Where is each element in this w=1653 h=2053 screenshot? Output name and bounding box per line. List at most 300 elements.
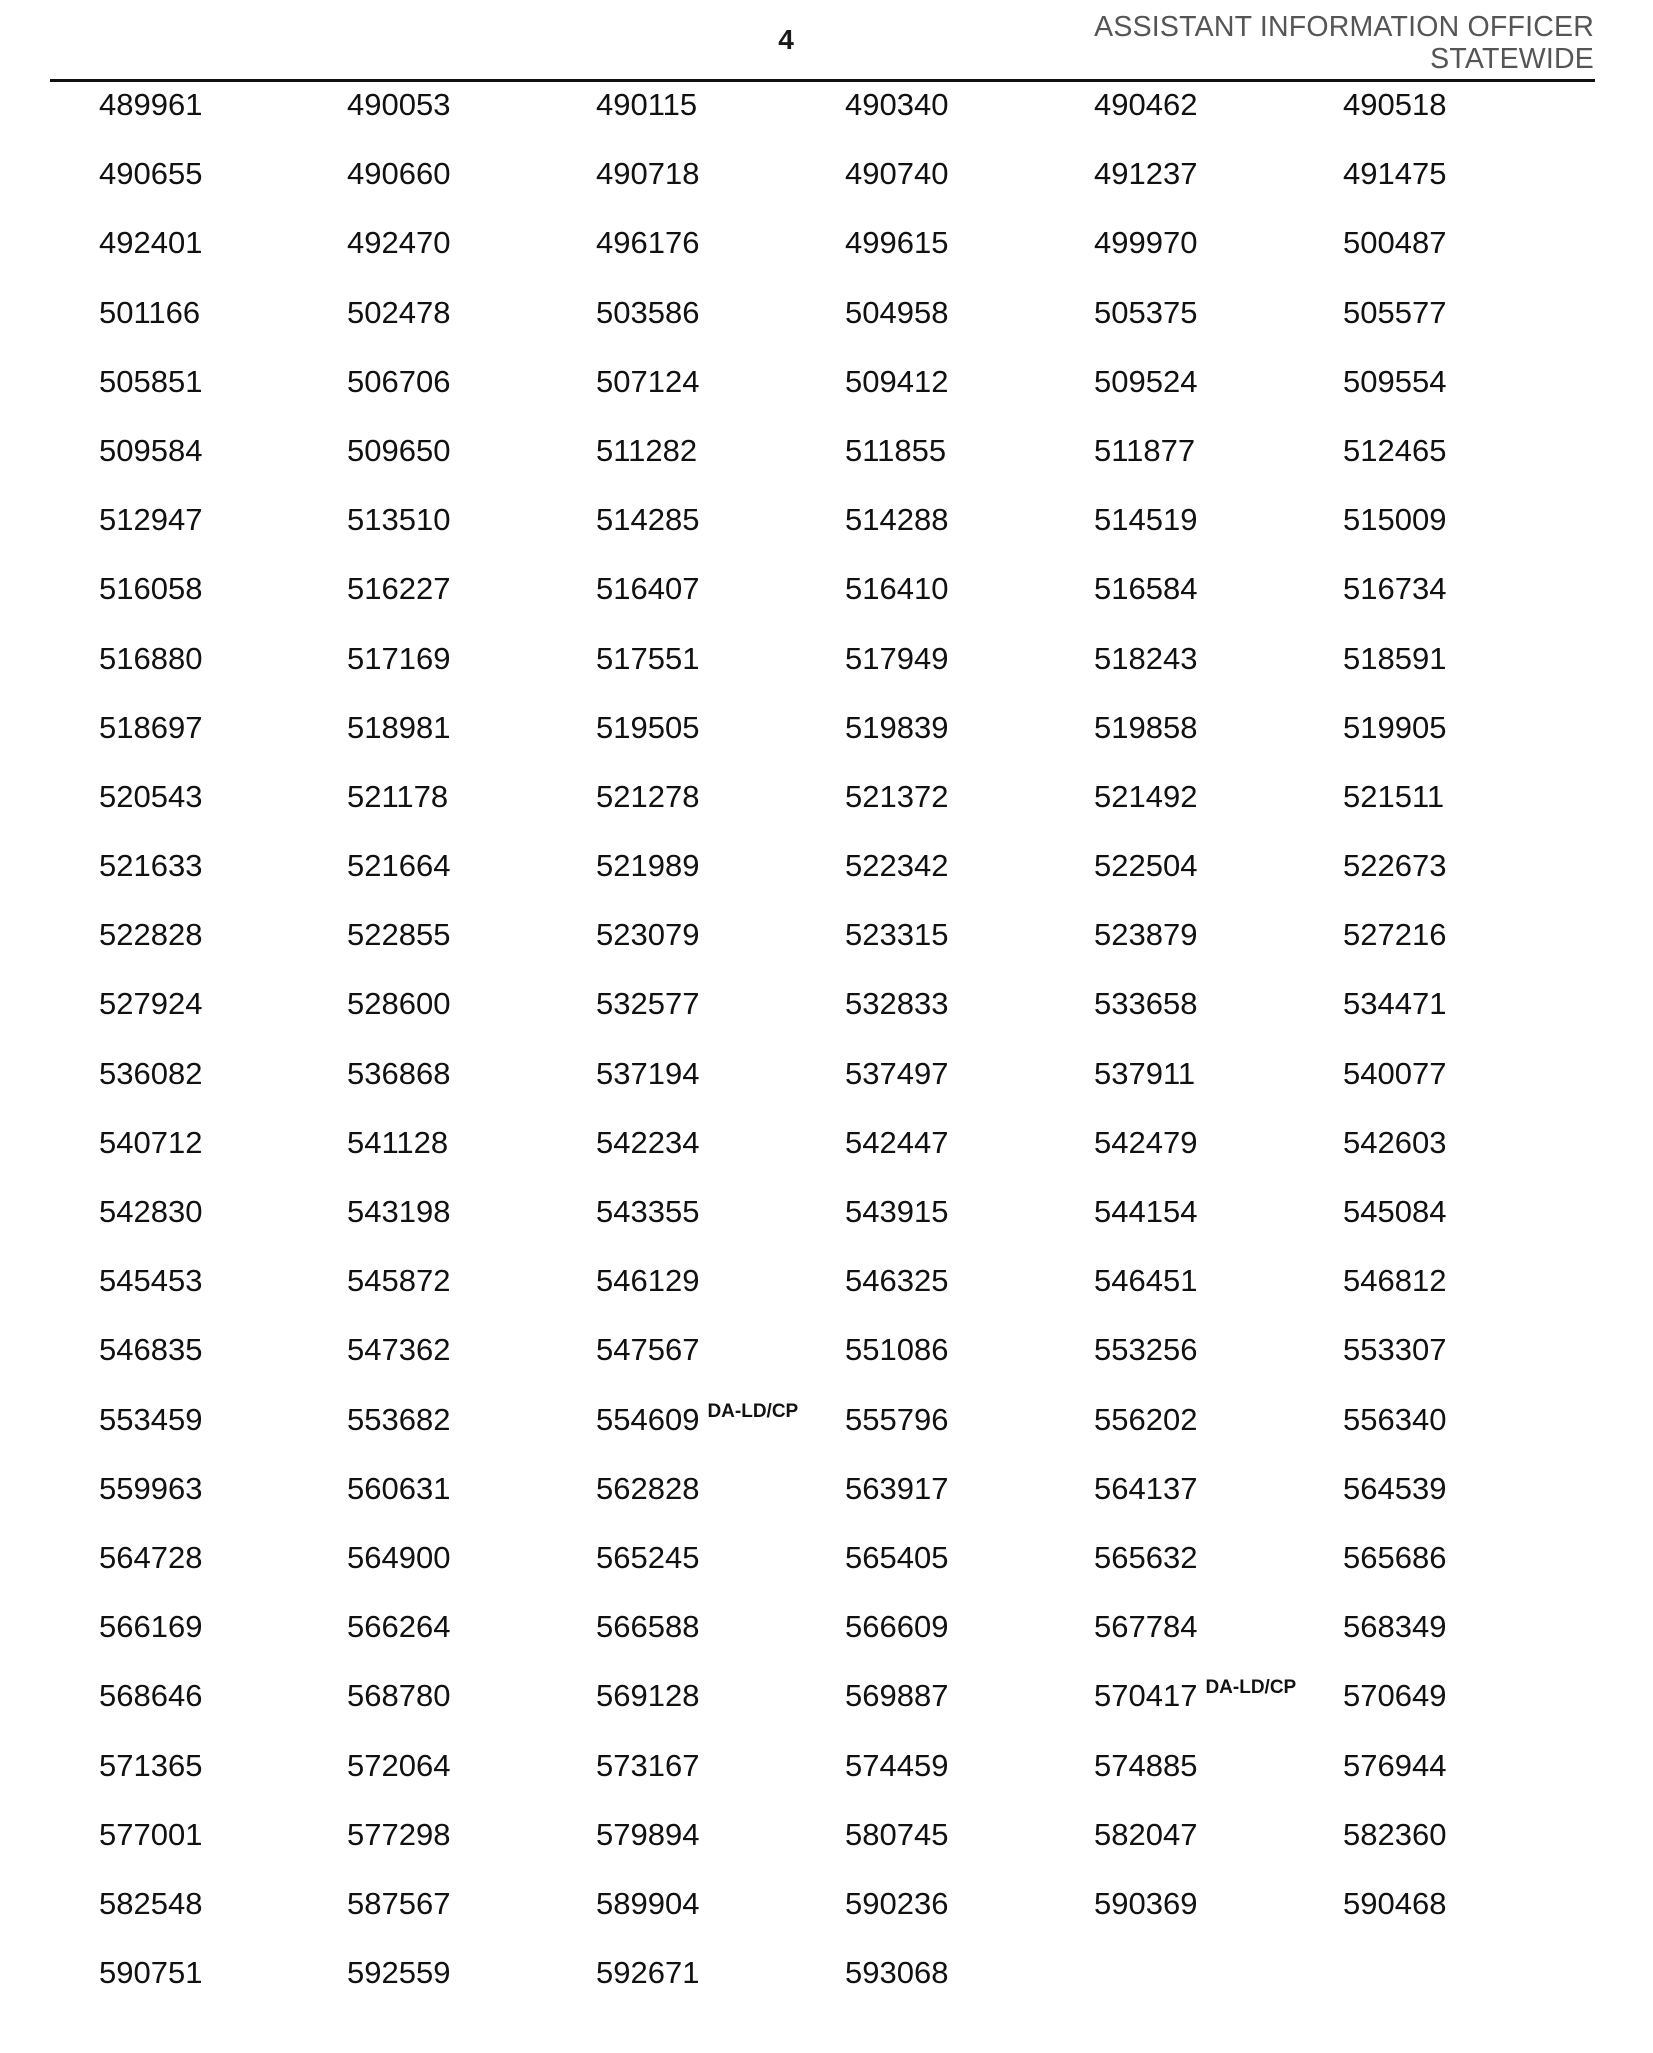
table-cell bbox=[99, 1257, 202, 1307]
table-cell bbox=[1094, 1050, 1195, 1100]
table-cell bbox=[1343, 496, 1446, 546]
table-cell bbox=[99, 1188, 202, 1238]
candidate-number: 518243 bbox=[1094, 640, 1198, 676]
candidate-number: 527924 bbox=[99, 986, 203, 1022]
candidate-number: 537911 bbox=[1094, 1055, 1196, 1091]
candidate-number: 547362 bbox=[347, 1332, 451, 1368]
table-row bbox=[99, 565, 1599, 634]
table-cell bbox=[1094, 911, 1197, 961]
table-cell bbox=[1094, 1603, 1197, 1653]
candidate-number: 555796 bbox=[845, 1401, 949, 1437]
table-cell bbox=[1094, 773, 1197, 823]
candidate-number: 546325 bbox=[845, 1263, 949, 1299]
table-cell bbox=[99, 635, 202, 685]
table-cell bbox=[845, 1603, 948, 1653]
candidate-number: 582548 bbox=[99, 1885, 203, 1921]
table-cell bbox=[1094, 1326, 1197, 1376]
table-cell bbox=[1094, 704, 1197, 754]
candidate-number: 512947 bbox=[99, 502, 203, 538]
candidate-number: 516734 bbox=[1343, 571, 1447, 607]
candidate-number: 532833 bbox=[845, 986, 949, 1022]
candidate-number: 514285 bbox=[596, 502, 700, 538]
candidate-number: 587567 bbox=[347, 1885, 451, 1921]
table-cell bbox=[1343, 1880, 1446, 1930]
table-cell bbox=[1343, 980, 1446, 1030]
candidate-number: 547567 bbox=[596, 1332, 700, 1368]
table-row bbox=[99, 704, 1599, 773]
table-cell bbox=[596, 565, 699, 615]
table-row bbox=[99, 1119, 1599, 1188]
table-cell bbox=[596, 911, 699, 961]
candidate-number: 516407 bbox=[596, 571, 700, 607]
table-cell bbox=[99, 496, 202, 546]
table-cell bbox=[1343, 1811, 1446, 1861]
table-cell bbox=[347, 219, 450, 269]
table-cell bbox=[1343, 842, 1446, 892]
table-cell bbox=[845, 1880, 948, 1930]
table-cell bbox=[845, 980, 948, 1030]
candidate-number: 565686 bbox=[1343, 1539, 1447, 1575]
table-row bbox=[99, 1326, 1599, 1395]
candidate-number: 505375 bbox=[1094, 294, 1198, 330]
candidate-number: 543198 bbox=[347, 1194, 451, 1229]
candidate-number: 504958 bbox=[845, 294, 949, 330]
table-cell bbox=[1343, 1396, 1446, 1446]
candidate-number: 491475 bbox=[1343, 156, 1447, 192]
table-cell bbox=[845, 1326, 948, 1376]
candidate-number: 565245 bbox=[596, 1539, 700, 1575]
table-cell bbox=[99, 1326, 202, 1376]
candidate-number: 514288 bbox=[845, 502, 949, 538]
candidate-number: 520543 bbox=[99, 778, 203, 814]
table-cell bbox=[347, 635, 450, 685]
table-cell bbox=[1094, 1188, 1197, 1238]
table-cell bbox=[1343, 289, 1446, 339]
table-cell bbox=[845, 773, 948, 823]
table-cell bbox=[845, 219, 948, 269]
candidate-number: 542603 bbox=[1343, 1124, 1447, 1160]
candidate-number: 516058 bbox=[99, 571, 203, 607]
candidate-number: 572064 bbox=[347, 1747, 451, 1783]
table-cell bbox=[845, 358, 948, 408]
table-cell bbox=[1094, 1534, 1197, 1584]
table-cell bbox=[347, 773, 448, 823]
table-cell bbox=[347, 565, 450, 615]
candidate-number: 519858 bbox=[1094, 709, 1198, 745]
table-row bbox=[99, 635, 1599, 704]
table-cell bbox=[1094, 81, 1197, 131]
table-cell bbox=[1094, 842, 1197, 892]
page-number: 4 bbox=[778, 24, 794, 55]
table-cell bbox=[596, 1188, 699, 1238]
candidate-number: 490053 bbox=[347, 87, 451, 122]
candidate-number: 518591 bbox=[1343, 640, 1447, 676]
candidate-number: 509412 bbox=[845, 363, 949, 399]
candidate-number: 542830 bbox=[99, 1194, 203, 1229]
document-header-title bbox=[1094, 11, 1594, 75]
candidate-number: 551086 bbox=[845, 1332, 949, 1368]
table-cell bbox=[347, 1603, 450, 1653]
candidate-number: 564728 bbox=[99, 1539, 203, 1575]
table-cell bbox=[596, 773, 699, 823]
table-cell bbox=[99, 289, 200, 339]
candidate-number: 568780 bbox=[347, 1678, 451, 1714]
table-cell bbox=[99, 358, 202, 408]
table-row bbox=[99, 842, 1599, 911]
table-cell bbox=[1094, 289, 1197, 339]
candidate-number: 517551 bbox=[596, 640, 700, 676]
table-cell bbox=[596, 1742, 699, 1792]
table-row bbox=[99, 773, 1599, 842]
candidate-number: 545453 bbox=[99, 1263, 203, 1299]
table-cell bbox=[99, 1534, 202, 1584]
candidate-number: 490660 bbox=[347, 156, 451, 192]
table-row bbox=[99, 1534, 1599, 1603]
candidate-number: 519839 bbox=[845, 709, 949, 745]
table-cell bbox=[845, 1050, 948, 1100]
table-cell bbox=[99, 427, 202, 477]
candidate-number: 544154 bbox=[1094, 1194, 1198, 1229]
candidate-number: 523079 bbox=[596, 917, 700, 953]
table-cell bbox=[1343, 565, 1446, 615]
table-row bbox=[99, 1465, 1599, 1534]
candidate-number: 568646 bbox=[99, 1678, 203, 1714]
candidate-number: 490655 bbox=[99, 156, 203, 192]
table-cell bbox=[596, 289, 699, 339]
candidate-number: 499970 bbox=[1094, 225, 1198, 261]
table-cell bbox=[845, 1119, 948, 1169]
table-cell bbox=[99, 704, 202, 754]
table-cell bbox=[347, 911, 450, 961]
candidate-number: 536868 bbox=[347, 1055, 451, 1091]
table-cell bbox=[596, 1396, 798, 1446]
candidate-number: 571365 bbox=[99, 1747, 203, 1783]
candidate-number: 514519 bbox=[1094, 502, 1198, 538]
candidate-number: 523315 bbox=[845, 917, 949, 953]
candidate-number: 492401 bbox=[99, 225, 203, 261]
candidate-number: 500487 bbox=[1343, 225, 1447, 261]
candidate-number: 521178 bbox=[347, 778, 449, 814]
table-cell bbox=[845, 1811, 948, 1861]
candidate-note-superscript: DA-LD/CP bbox=[1205, 1677, 1297, 1699]
table-row bbox=[99, 1811, 1599, 1880]
candidate-number: 490340 bbox=[845, 87, 949, 122]
table-cell bbox=[1094, 565, 1197, 615]
table-cell bbox=[1094, 1257, 1197, 1307]
table-cell bbox=[1343, 1603, 1446, 1653]
candidate-number: 542234 bbox=[596, 1124, 700, 1160]
table-cell bbox=[845, 427, 946, 477]
candidate-number: 517949 bbox=[845, 640, 949, 676]
table-cell bbox=[1094, 150, 1197, 200]
candidate-number: 543355 bbox=[596, 1194, 700, 1229]
candidate-number: 577298 bbox=[347, 1816, 451, 1852]
table-row bbox=[99, 1603, 1599, 1672]
table-cell bbox=[1094, 1742, 1197, 1792]
candidate-number: 570417 bbox=[1094, 1678, 1198, 1714]
candidate-number: 545872 bbox=[347, 1263, 451, 1299]
candidate-number: 569128 bbox=[596, 1678, 700, 1714]
candidate-number: 537497 bbox=[845, 1055, 949, 1091]
table-cell bbox=[845, 81, 948, 131]
table-row bbox=[99, 219, 1599, 288]
candidate-number: 522342 bbox=[845, 848, 949, 884]
candidate-number: 516410 bbox=[845, 571, 949, 607]
candidate-number: 509524 bbox=[1094, 363, 1198, 399]
candidate-number: 593068 bbox=[845, 1955, 949, 1991]
table-cell bbox=[596, 1119, 699, 1169]
table-cell bbox=[347, 1326, 450, 1376]
table-cell bbox=[347, 1949, 450, 1999]
table-cell bbox=[845, 1465, 948, 1515]
candidate-number: 491237 bbox=[1094, 156, 1198, 192]
candidate-number: 554609 bbox=[596, 1401, 700, 1437]
candidate-number: 556340 bbox=[1343, 1401, 1447, 1437]
table-cell bbox=[347, 1257, 450, 1307]
candidate-number: 537194 bbox=[596, 1055, 700, 1091]
table-cell bbox=[596, 496, 699, 546]
candidate-number: 496176 bbox=[596, 225, 700, 261]
candidate-number: 536082 bbox=[99, 1055, 203, 1091]
candidate-number: 502478 bbox=[347, 294, 451, 330]
table-row bbox=[99, 1742, 1599, 1811]
table-cell bbox=[99, 1811, 202, 1861]
candidate-number: 579894 bbox=[596, 1816, 700, 1852]
table-row bbox=[99, 1396, 1599, 1465]
candidate-number: 592559 bbox=[347, 1955, 451, 1991]
table-cell bbox=[596, 1326, 699, 1376]
table-cell bbox=[596, 1672, 699, 1722]
table-cell bbox=[596, 1257, 699, 1307]
table-cell bbox=[99, 1949, 202, 1999]
candidate-number: 511877 bbox=[1094, 432, 1196, 468]
candidate-number: 567784 bbox=[1094, 1609, 1198, 1645]
table-row bbox=[99, 980, 1599, 1049]
candidate-number: 541128 bbox=[347, 1124, 449, 1160]
table-cell bbox=[1343, 635, 1446, 685]
table-cell bbox=[1094, 1811, 1197, 1861]
candidate-number: 590236 bbox=[845, 1885, 949, 1921]
candidate-number: 546835 bbox=[99, 1332, 203, 1368]
table-cell bbox=[596, 427, 697, 477]
candidate-number: 507124 bbox=[596, 363, 700, 399]
table-cell bbox=[99, 1603, 202, 1653]
candidate-number: 574885 bbox=[1094, 1747, 1198, 1783]
candidate-number: 522504 bbox=[1094, 848, 1198, 884]
table-cell bbox=[347, 704, 450, 754]
table-cell bbox=[99, 1119, 202, 1169]
table-cell bbox=[845, 1188, 948, 1238]
candidate-number: 517169 bbox=[347, 640, 451, 676]
table-row bbox=[99, 81, 1599, 150]
candidate-number: 568349 bbox=[1343, 1609, 1447, 1645]
table-cell bbox=[347, 150, 450, 200]
table-row bbox=[99, 911, 1599, 980]
table-cell bbox=[347, 1119, 448, 1169]
candidate-number: 553459 bbox=[99, 1401, 203, 1437]
table-cell bbox=[347, 980, 450, 1030]
candidate-number: 506706 bbox=[347, 363, 451, 399]
candidate-number: 559963 bbox=[99, 1470, 203, 1506]
table-cell bbox=[1343, 704, 1446, 754]
table-cell bbox=[596, 1465, 699, 1515]
candidate-number: 576944 bbox=[1343, 1747, 1447, 1783]
candidate-number: 509650 bbox=[347, 432, 451, 468]
candidate-number: 490115 bbox=[596, 87, 698, 122]
table-cell bbox=[347, 1880, 450, 1930]
candidate-number: 564539 bbox=[1343, 1470, 1447, 1506]
table-row bbox=[99, 1188, 1599, 1257]
candidate-number: 566264 bbox=[347, 1609, 451, 1645]
candidate-number: 519505 bbox=[596, 709, 700, 745]
table-cell bbox=[1343, 911, 1446, 961]
table-cell bbox=[1343, 773, 1444, 823]
table-cell bbox=[1094, 1119, 1197, 1169]
candidate-number: 556202 bbox=[1094, 1401, 1198, 1437]
table-cell bbox=[845, 1949, 948, 1999]
candidate-number: 546129 bbox=[596, 1263, 700, 1299]
table-cell bbox=[1094, 980, 1197, 1030]
candidate-number: 489961 bbox=[99, 87, 203, 122]
table-cell bbox=[347, 358, 450, 408]
candidate-number: 570649 bbox=[1343, 1678, 1447, 1714]
table-cell bbox=[1094, 1672, 1296, 1722]
candidate-number: 590468 bbox=[1343, 1885, 1447, 1921]
candidate-number: 516880 bbox=[99, 640, 203, 676]
candidate-number: 592671 bbox=[596, 1955, 700, 1991]
candidate-number: 590751 bbox=[99, 1955, 203, 1991]
candidate-number: 582047 bbox=[1094, 1816, 1198, 1852]
table-row bbox=[99, 1050, 1599, 1119]
candidate-number: 501166 bbox=[99, 294, 201, 330]
table-cell bbox=[347, 1465, 450, 1515]
table-cell bbox=[596, 980, 699, 1030]
table-cell bbox=[596, 842, 699, 892]
candidate-number: 521492 bbox=[1094, 778, 1198, 814]
header-title-line-2: STATEWIDE bbox=[1430, 43, 1594, 75]
candidate-number: 521511 bbox=[1343, 778, 1445, 814]
candidate-number: 542479 bbox=[1094, 1124, 1198, 1160]
table-cell bbox=[596, 1050, 699, 1100]
candidate-number: 545084 bbox=[1343, 1194, 1447, 1229]
results-number-grid bbox=[99, 81, 1599, 2018]
table-row bbox=[99, 150, 1599, 219]
table-cell bbox=[99, 1742, 202, 1792]
table-cell bbox=[845, 289, 948, 339]
candidate-number: 532577 bbox=[596, 986, 700, 1022]
table-cell bbox=[1094, 427, 1195, 477]
candidate-number: 515009 bbox=[1343, 502, 1447, 538]
candidate-number: 563917 bbox=[845, 1470, 949, 1506]
table-cell bbox=[596, 1603, 699, 1653]
table-cell bbox=[99, 150, 202, 200]
table-cell bbox=[99, 565, 202, 615]
table-cell bbox=[99, 1050, 202, 1100]
table-cell bbox=[1343, 1188, 1446, 1238]
table-row bbox=[99, 358, 1599, 427]
table-row bbox=[99, 1672, 1599, 1741]
table-cell bbox=[99, 1465, 202, 1515]
candidate-number: 527216 bbox=[1343, 917, 1447, 953]
candidate-number: 509554 bbox=[1343, 363, 1447, 399]
table-cell bbox=[99, 842, 202, 892]
table-row bbox=[99, 1257, 1599, 1326]
candidate-number: 509584 bbox=[99, 432, 203, 468]
candidate-number: 533658 bbox=[1094, 986, 1198, 1022]
candidate-number: 562828 bbox=[596, 1470, 700, 1506]
candidate-number: 534471 bbox=[1343, 986, 1447, 1022]
table-cell bbox=[845, 704, 948, 754]
candidate-number: 505577 bbox=[1343, 294, 1447, 330]
candidate-number: 580745 bbox=[845, 1816, 949, 1852]
candidate-number: 522828 bbox=[99, 917, 203, 953]
candidate-number: 528600 bbox=[347, 986, 451, 1022]
table-cell bbox=[596, 635, 699, 685]
candidate-number: 564900 bbox=[347, 1539, 451, 1575]
candidate-number: 516227 bbox=[347, 571, 451, 607]
table-cell bbox=[347, 1050, 450, 1100]
table-cell bbox=[347, 1811, 450, 1861]
table-cell bbox=[1343, 1672, 1446, 1722]
table-cell bbox=[845, 842, 948, 892]
candidate-number: 553256 bbox=[1094, 1332, 1198, 1368]
candidate-number: 553682 bbox=[347, 1401, 451, 1437]
table-cell bbox=[347, 842, 450, 892]
table-cell bbox=[845, 150, 948, 200]
candidate-number: 540077 bbox=[1343, 1055, 1447, 1091]
table-cell bbox=[99, 911, 202, 961]
candidate-number: 589904 bbox=[596, 1885, 700, 1921]
candidate-number: 522673 bbox=[1343, 848, 1447, 884]
table-cell bbox=[1094, 219, 1197, 269]
table-cell bbox=[845, 1396, 948, 1446]
table-cell bbox=[347, 1188, 450, 1238]
table-cell bbox=[596, 219, 699, 269]
candidate-number: 521664 bbox=[347, 848, 451, 884]
candidate-number: 521278 bbox=[596, 778, 700, 814]
table-row bbox=[99, 496, 1599, 565]
table-cell bbox=[347, 427, 450, 477]
table-cell bbox=[845, 911, 948, 961]
candidate-number: 543915 bbox=[845, 1194, 949, 1229]
candidate-number: 522855 bbox=[347, 917, 451, 953]
table-cell bbox=[1094, 496, 1197, 546]
table-cell bbox=[596, 1534, 699, 1584]
table-row bbox=[99, 1880, 1599, 1949]
table-cell bbox=[99, 980, 202, 1030]
table-cell bbox=[1343, 1050, 1446, 1100]
table-cell bbox=[1343, 1465, 1446, 1515]
candidate-number: 577001 bbox=[99, 1816, 203, 1852]
candidate-number: 569887 bbox=[845, 1678, 949, 1714]
candidate-number: 490462 bbox=[1094, 87, 1198, 122]
table-cell bbox=[99, 773, 202, 823]
candidate-number: 553307 bbox=[1343, 1332, 1447, 1368]
candidate-number: 523879 bbox=[1094, 917, 1198, 953]
table-cell bbox=[1343, 1534, 1446, 1584]
table-cell bbox=[1343, 219, 1446, 269]
table-cell bbox=[845, 565, 948, 615]
header-title-line-1: ASSISTANT INFORMATION OFFICER bbox=[1094, 11, 1594, 43]
candidate-number: 573167 bbox=[596, 1747, 700, 1783]
candidate-number: 590369 bbox=[1094, 1885, 1198, 1921]
candidate-number: 540712 bbox=[99, 1124, 203, 1160]
table-cell bbox=[347, 1742, 450, 1792]
candidate-number: 564137 bbox=[1094, 1470, 1198, 1506]
table-cell bbox=[1343, 1326, 1446, 1376]
candidate-number: 546812 bbox=[1343, 1263, 1447, 1299]
table-cell bbox=[99, 1396, 202, 1446]
